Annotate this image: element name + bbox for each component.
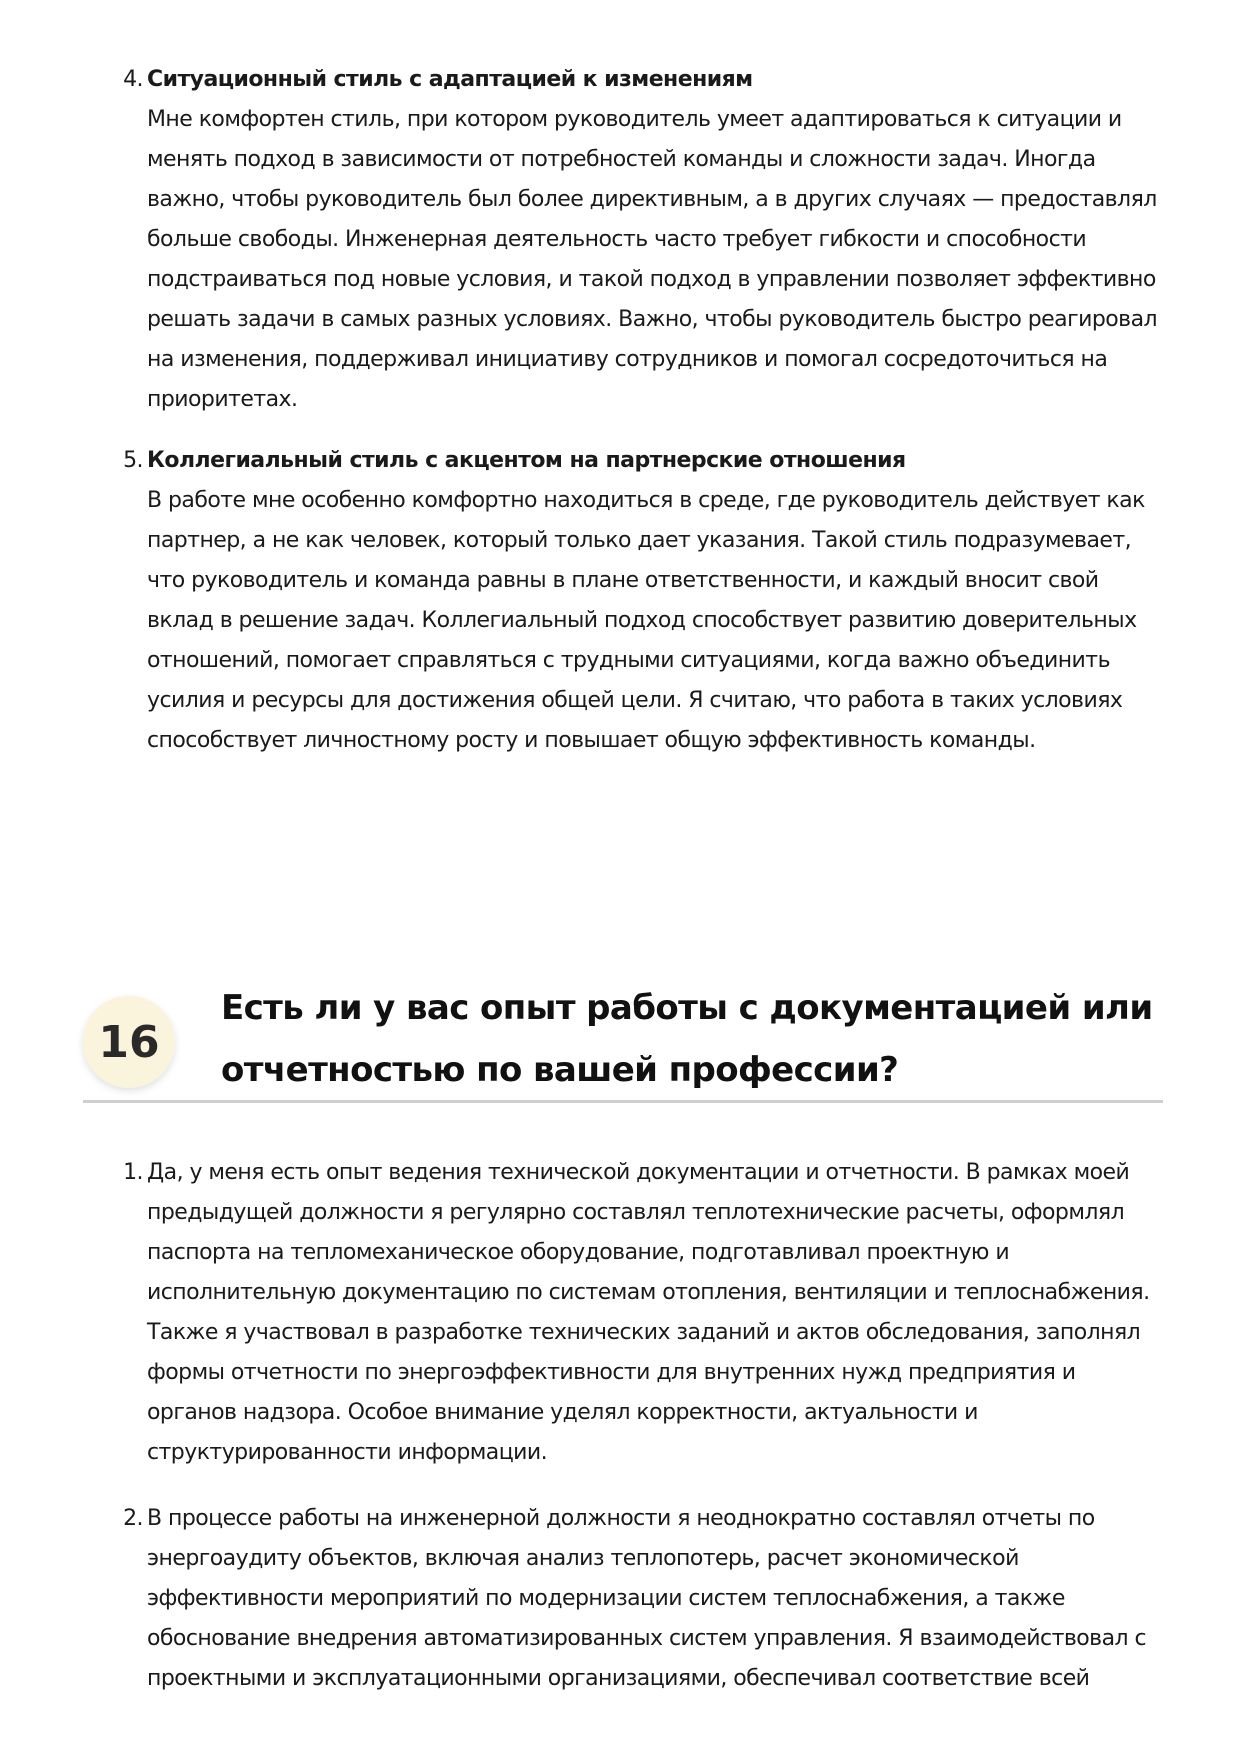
list-item bbox=[0, 1499, 1167, 1699]
list-item-title: Коллегиальный стиль с акцентом на партнерские отношения bbox=[147, 448, 906, 473]
list-item-text: Да, у меня есть опыт ведения технической документации и отчетности. В рамках моей предыдущей должности я регулярно составлял теплотехнические расчеты, оформлял паспорта на тепломеханическое оборудование, подготавливал проектную и исполнительную документацию по системам отопления, вентиляции и теплоснабжения. Также я участвовал в разработке технических заданий и актов обследования, заполнял формы отчетности по энергоэффективности для внутренних нужд предприятия и органов надзора. Особое внимание уделял корректности, актуальности и структурированности информации. bbox=[147, 1160, 1150, 1465]
section-header bbox=[83, 983, 1163, 1103]
list-item bbox=[0, 441, 1167, 761]
list-item-text: В процессе работы на инженерной должности я неоднократно составлял отчеты по энергоаудиту объектов, включая анализ теплопотерь, расчет экономической эффективности мероприятий по модернизации систем теплоснабжения, а также обоснование внедрения автоматизированных систем управления. Я взаимодействовал с проектными и эксплуатационными организациями, обеспечивал соответствие всей bbox=[147, 1506, 1147, 1691]
list-item bbox=[0, 1153, 1167, 1473]
list-item-text: В работе мне особенно комфортно находиться в среде, где руководитель действует как партнер, а не как человек, который только дает указания. Такой стиль подразумевает, что руководитель и команда равны в плане ответственности, и каждый вносит свой вклад в решение задач. Коллегиальный подход способствует развитию доверительных отношений, помогает справляться с трудными ситуациями, когда важно объединить усилия и ресурсы для достижения общей цели. Я считаю, что работа в таких условиях способствует личностному росту и повышает общую эффективность команды. bbox=[147, 488, 1145, 753]
list-item-number: 5. bbox=[123, 448, 143, 473]
list-item-number: 2. bbox=[123, 1506, 143, 1531]
section-number-badge: 16 bbox=[83, 996, 175, 1088]
documentation-answer-list bbox=[0, 1153, 1167, 1699]
list-item-text: Мне комфортен стиль, при котором руководитель умеет адаптироваться к ситуации и менять подход в зависимости от потребностей команды и сложности задач. Иногда важно, чтобы руководитель был более директивным, а в других случаях — предоставлял больше свободы. Инженерная деятельность часто требует гибкости и способности подстраиваться под новые условия, и такой подход в управлении позволяет эффективно решать задачи в самых разных условиях. Важно, чтобы руководитель быстро реагировал на изменения, поддерживал инициативу сотрудников и помогал сосредоточиться на приоритетах. bbox=[147, 107, 1158, 412]
list-item-number: 4. bbox=[123, 67, 143, 92]
section-divider bbox=[83, 1100, 1163, 1103]
list-item bbox=[0, 60, 1167, 420]
leadership-style-list bbox=[0, 60, 1167, 761]
section-title: Есть ли у вас опыт работы с документацией или отчетностью по вашей профессии? bbox=[221, 988, 1153, 1090]
list-item-title: Ситуационный стиль с адаптацией к изменениям bbox=[147, 67, 753, 92]
list-item-number: 1. bbox=[123, 1160, 143, 1185]
